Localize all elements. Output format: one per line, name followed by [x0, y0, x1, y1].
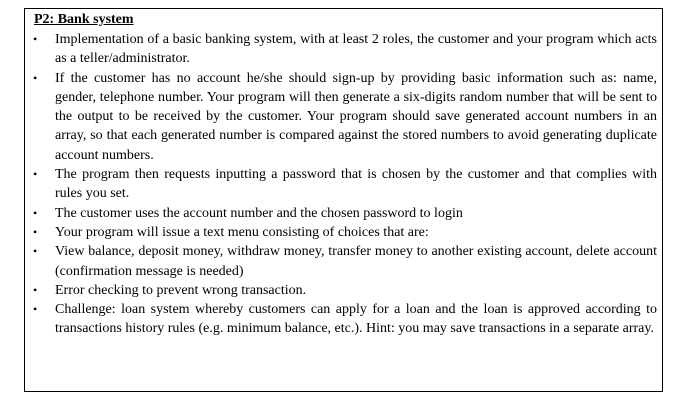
- bullet-icon: •: [33, 282, 38, 297]
- bullet-icon: •: [33, 70, 38, 85]
- list-item: [0, 300, 657, 339]
- list-item: [0, 165, 657, 204]
- bullet-icon: •: [33, 32, 38, 46]
- bullet-icon: •: [33, 302, 38, 317]
- bullet-icon: •: [33, 167, 38, 182]
- list-item: [0, 30, 657, 69]
- list-item-text: The customer uses the account number and the chosen password to login: [55, 205, 463, 221]
- list-item: [0, 281, 657, 300]
- list-item-text: View balance, deposit money, withdraw money, transfer money to another existing account, delete account (confirmation message is needed): [55, 244, 657, 279]
- section-title: P2: Bank system: [34, 12, 134, 27]
- list-item: [0, 69, 657, 165]
- list-item-text: Challenge: loan system whereby customers can apply for a loan and the loan is approved according to transactions history rules (e.g. minimum balance, etc.). Hint: you may save transactions in a separate array.: [55, 302, 657, 337]
- requirements-list: [0, 30, 680, 339]
- bullet-icon: •: [33, 244, 38, 259]
- list-item-text: If the customer has no account he/she should sign-up by providing basic information such as: name, gender, telephone number. Your program will then generate a six-digits random number that will be sent to the output to be received by the customer. Your program should save generated account numbers in an array, so that each generated number is compared against the stored numbers to avoid generating duplicate account numbers.: [55, 70, 657, 163]
- list-item-text: The program then requests inputting a password that is chosen by the customer and that complies with rules you set.: [55, 167, 657, 202]
- bullet-icon: •: [33, 224, 38, 239]
- bullet-icon: •: [33, 205, 38, 220]
- list-item-text: Error checking to prevent wrong transaction.: [55, 282, 307, 298]
- list-item-text: Implementation of a basic banking system, with at least 2 roles, the customer and your program which acts as a teller/administrator.: [55, 32, 657, 67]
- list-item-text: Your program will issue a text menu consisting of choices that are:: [55, 224, 429, 240]
- list-item: [0, 223, 657, 242]
- list-item: [0, 242, 657, 281]
- list-item: [0, 204, 657, 223]
